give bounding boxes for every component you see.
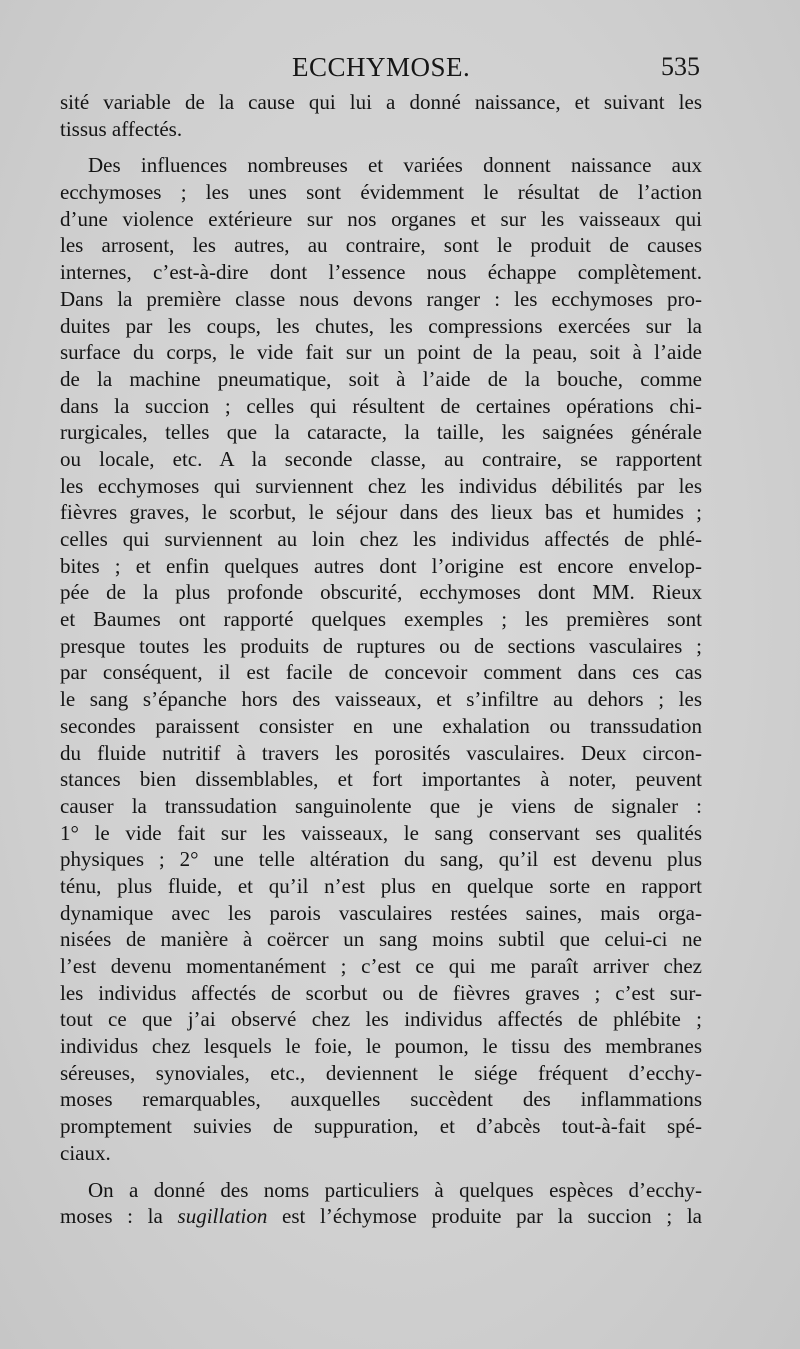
text-line: par conséquent, il est facile de concevoir comment dans ces cas: [60, 660, 702, 685]
text-segment: est l’échymose produite par la succion ; la: [267, 1204, 702, 1229]
text-segment: moses : la: [60, 1204, 178, 1229]
text-line: les individus affectés de scorbut ou de fièvres graves ; c’est sur-: [60, 980, 702, 1005]
text-line: ecchymoses ; les unes sont évidemment le résultat de l’action: [60, 180, 702, 205]
text-line: de la machine pneumatique, soit à l’aide de la bouche, comme: [60, 366, 702, 391]
text-line: 1° le vide fait sur les vaisseaux, le sang conservant ses qualités: [60, 820, 702, 845]
text-line: secondes paraissent consister en une exhalation ou transsudation: [60, 713, 702, 738]
text-line: Dans la première classe nous devons ranger : les ecchymoses pro-: [60, 286, 702, 311]
text-line: le sang s’épanche hors des vaisseaux, et s’infiltre au dehors ; les: [60, 687, 702, 712]
text-line: surface du corps, le vide fait sur un point de la peau, soit à l’aide: [60, 340, 702, 365]
italic-term-sugillation: sugillation: [177, 1204, 268, 1229]
text-line: rurgicales, telles que la cataracte, la taille, les saignées générale: [60, 420, 702, 445]
text-line: pée de la plus profonde obscurité, ecchymoses dont MM. Rieux: [60, 580, 702, 605]
paragraph-3: [60, 1177, 702, 1230]
text-line: d’une violence extérieure sur nos organes et sur les vaisseaux qui: [60, 206, 702, 231]
text-line: les arrosent, les autres, au contraire, sont le produit de causes: [60, 233, 702, 258]
text-line: stances bien dissemblables, et fort importantes à noter, peuvent: [60, 767, 702, 792]
text-line: fièvres graves, le scorbut, le séjour dans des lieux bas et humides ;: [60, 500, 702, 525]
text-line: internes, c’est-à-dire dont l’essence nous échappe complètement.: [60, 260, 702, 285]
text-line: du fluide nutritif à travers les porosités vasculaires. Deux circon-: [60, 740, 702, 765]
text-line: nisées de manière à coërcer un sang moins subtil que celui-ci ne: [60, 927, 702, 952]
text-line-with-italic-term: [60, 1203, 702, 1230]
text-line: tissus affectés.: [60, 116, 183, 141]
running-head: ECCHYMOSE.: [292, 52, 471, 82]
text-line: et Baumes ont rapporté quelques exemples ; les premières sont: [60, 607, 702, 632]
text-line: individus chez lesquels le foie, le poumon, le tissu des membranes: [60, 1034, 702, 1059]
page-number: 535: [661, 52, 700, 81]
text-line: moses remarquables, auxquelles succèdent des inflammations: [60, 1087, 702, 1112]
text-line: celles qui surviennent au loin chez les individus affectés de phlé-: [60, 527, 702, 551]
paragraph-1: [60, 89, 702, 142]
text-line: séreuses, synoviales, etc., deviennent le siége fréquent d’ecchy-: [60, 1060, 702, 1085]
text-line: l’est devenu momentanément ; c’est ce qui me paraît arriver chez: [60, 954, 702, 978]
text-line: ciaux.: [60, 1140, 111, 1165]
text-line: tout ce que j’ai observé chez les individus affectés de phlébite ;: [60, 1007, 702, 1032]
text-line: dynamique avec les parois vasculaires restées saines, mais orga-: [60, 900, 702, 925]
body-text: [60, 89, 702, 1230]
text-line: presque toutes les produits de ruptures ou de sections vasculaires ;: [60, 633, 702, 658]
text-line: dans la succion ; celles qui résultent de certaines opérations chi-: [60, 393, 702, 418]
text-line: sité variable de la cause qui lui a donné naissance, et suivant les: [60, 90, 702, 114]
text-line: Des influences nombreuses et variées donnent naissance aux: [88, 153, 702, 178]
text-line: duites par les coups, les chutes, les compressions exercées sur la: [60, 313, 702, 338]
text-line: physiques ; 2° une telle altération du sang, qu’il est devenu plus: [60, 847, 702, 872]
text-line: On a donné des noms particuliers à quelques espèces d’ecchy-: [88, 1177, 702, 1202]
text-line: les ecchymoses qui surviennent chez les individus débilités par les: [60, 473, 702, 498]
text-line: bites ; et enfin quelques autres dont l’origine est encore envelop-: [60, 553, 702, 578]
text-line: promptement suivies de suppuration, et d’abcès tout-à-fait spé-: [60, 1114, 702, 1139]
paragraph-2: [60, 152, 702, 1166]
page-header: [60, 50, 702, 84]
text-line: ténu, plus fluide, et qu’il n’est plus en quelque sorte en rapport: [60, 873, 702, 898]
text-line: causer la transsudation sanguinolente que je viens de signaler :: [60, 793, 702, 818]
text-line: ou locale, etc. A la seconde classe, au contraire, se rapportent: [60, 446, 702, 471]
